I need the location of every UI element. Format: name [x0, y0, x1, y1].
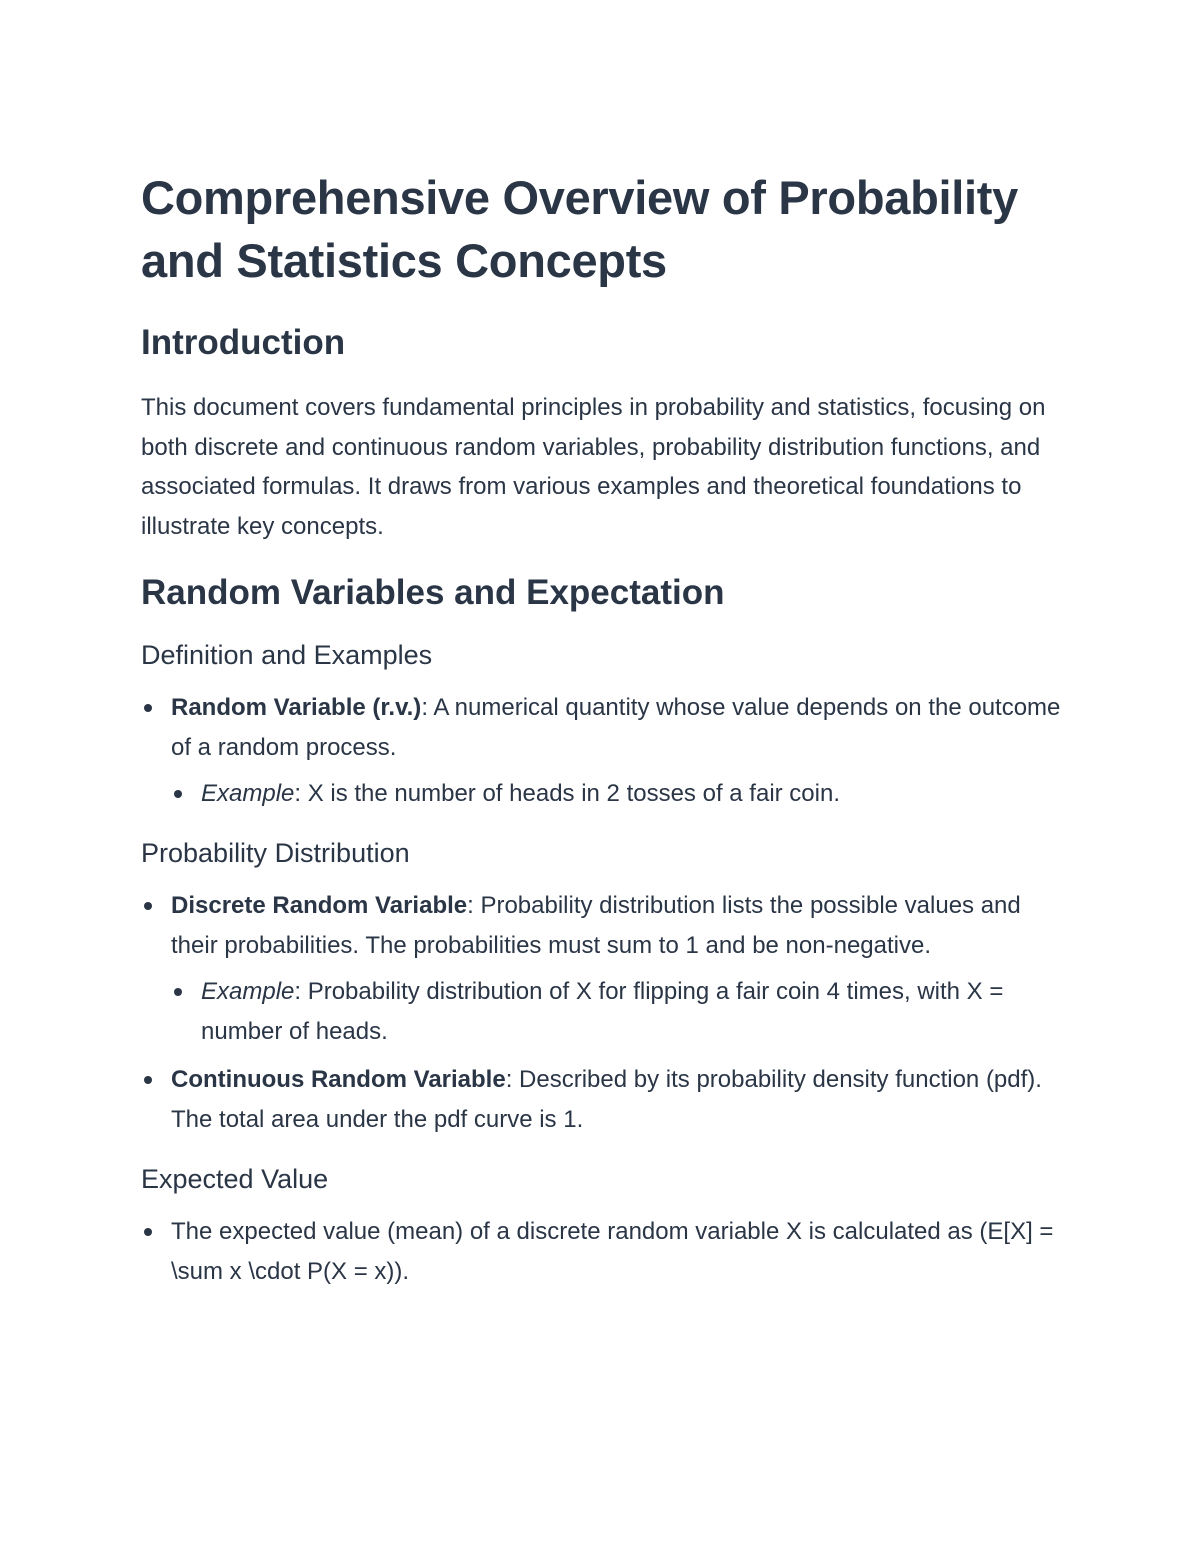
list-item [141, 886, 1066, 1052]
example-label: Example [201, 780, 295, 807]
introduction-heading: Introduction [141, 323, 346, 362]
definition-heading: Definition and Examples [141, 640, 433, 670]
list-item [141, 1212, 1066, 1292]
list-item [141, 1060, 1066, 1140]
random-variables-heading: Random Variables and Expectation [141, 573, 725, 612]
sub-list [171, 972, 1066, 1052]
list-item-text: : Described by its probability density function (pdf). The total area under the pdf curve is 1. [171, 1066, 1042, 1133]
document-page [141, 166, 1066, 1300]
document-title: Comprehensive Overview of Probability and Statistics Concepts [141, 171, 1018, 287]
list-item-term: Discrete Random Variable [171, 892, 468, 919]
expected-value-heading: Expected Value [141, 1164, 329, 1194]
example-text: : X is the number of heads in 2 tosses of a fair coin. [294, 780, 840, 807]
distribution-heading: Probability Distribution [141, 838, 410, 868]
distribution-list [141, 886, 1066, 1140]
example-label: Example [201, 978, 295, 1005]
sub-list-item [171, 972, 1066, 1052]
example-text: : Probability distribution of X for flipping a fair coin 4 times, with X = number of heads. [201, 978, 1004, 1045]
sub-list-item [171, 774, 1066, 814]
list-item [141, 688, 1066, 814]
definition-list [141, 688, 1066, 814]
sub-list [171, 774, 1066, 814]
list-item-text: The expected value (mean) of a discrete random variable X is calculated as (E[X] = \sum x \cdot P(X = x)). [171, 1218, 1054, 1285]
introduction-paragraph: This document covers fundamental principles in probability and statistics, focusing on both discrete and continuous random variables, probability distribution functions, and associated formulas. It draws from various examples and theoretical foundations to illustrate key concepts. [141, 394, 1046, 540]
list-item-text: : A numerical quantity whose value depends on the outcome of a random process. [171, 694, 1061, 761]
list-item-term: Continuous Random Variable [171, 1066, 506, 1093]
expected-value-list [141, 1212, 1066, 1292]
list-item-text: : Probability distribution lists the possible values and their probabilities. The probabilities must sum to 1 and be non-negative. [171, 892, 1021, 959]
list-item-term: Random Variable (r.v.) [171, 694, 422, 721]
